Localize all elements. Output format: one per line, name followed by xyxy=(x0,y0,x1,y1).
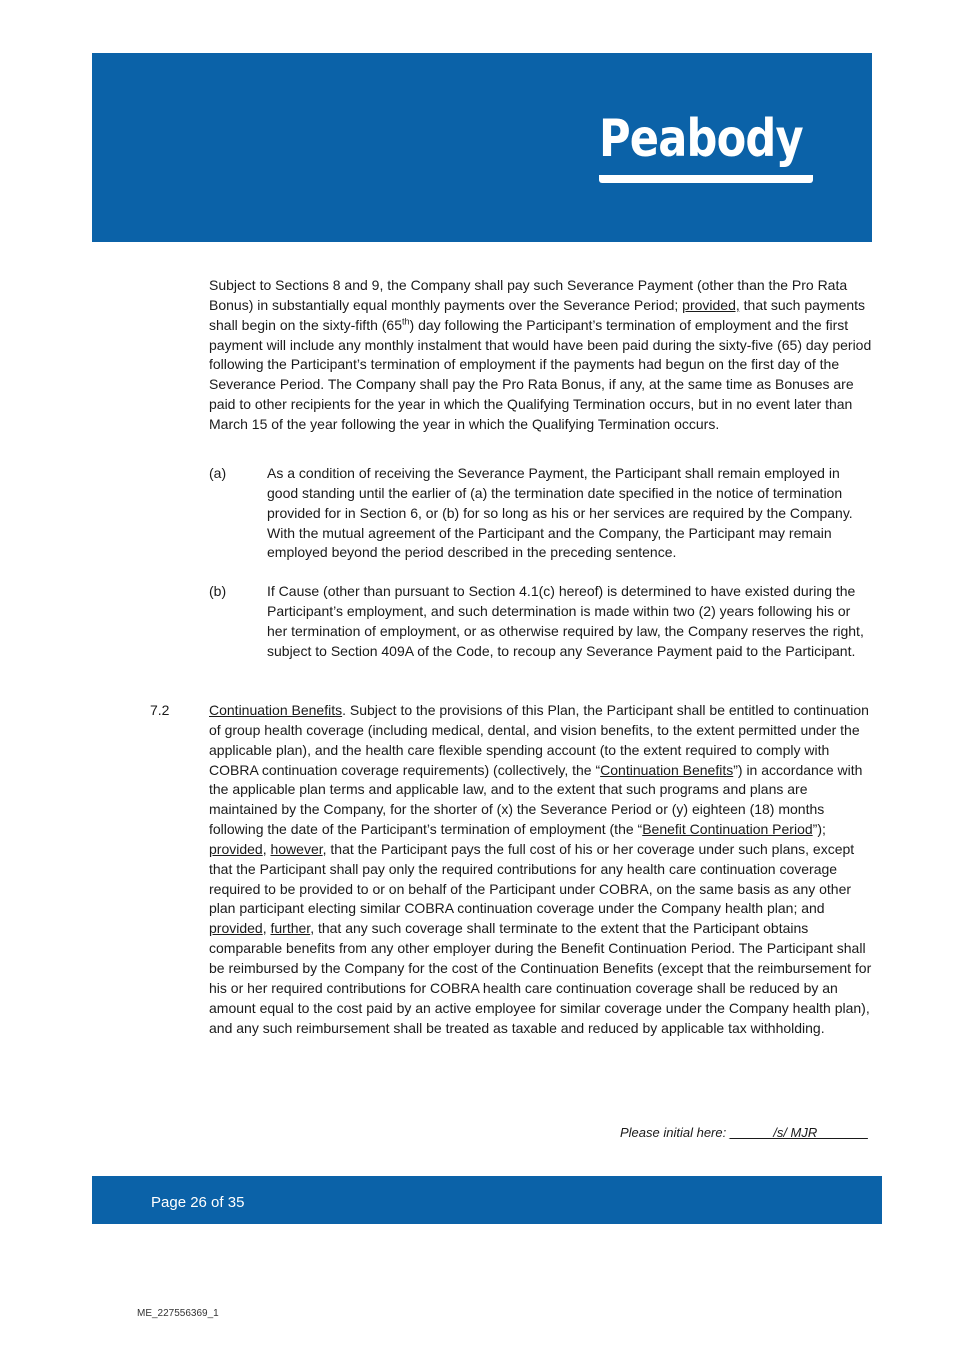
item-a-label: (a) xyxy=(209,465,227,481)
initial-signature: ______/s/ MJR_______ xyxy=(729,1125,868,1140)
section-number: 7.2 xyxy=(150,702,170,718)
logo-text: Peabody xyxy=(599,109,803,169)
document-id: ME_227556369_1 xyxy=(137,1308,219,1319)
section-title: Continuation Benefits xyxy=(209,702,343,718)
item-a-text: As a condition of receiving the Severance Payment, the Participant shall remain employed in good standing until the earlier of (a) the termination date specified in the notice of termination provided for in Section 6, or (b) for so long as his or her services are required by the Company. With the mutual agreement of the Participant and the Company, the Participant may remain employed beyond the period described in the preceding sentence. xyxy=(267,465,853,561)
footer-banner xyxy=(92,1176,882,1224)
intro-paragraph: Subject to Sections 8 and 9, the Company shall pay such Severance Payment (other than the Pro Rata Bonus) in substantially equal monthly payments over the Severance Period; provided, that such payments shall begin on the sixty-fifth (65th) day following the Participant’s termination of employment and the first payment will include any monthly instalment that would have been paid during the sixty-five (65) day period following the Participant’s termination of employment if the payments had begun on the first day of the Severance Period. The Company shall pay the Pro Rata Bonus, if any, at the same time as Bonuses are paid to other recipients for the year in which the Qualifying Termination occurs, but in no event later than March 15 of the year following the year in which the Qualifying Termination occurs. xyxy=(209,277,872,432)
page-number: Page 26 of 35 xyxy=(151,1194,245,1211)
section-7-2-paragraph: Continuation Benefits. Subject to the provisions of this Plan, the Participant shall be entitled to continuation of group health coverage (including medical, dental, and vision benefits, to the extent permitted under the applicable plan), and the health care flexible spending account (to the extent required to comply with COBRA continuation coverage requirements) (collectively, the “Continuation Benefits”) in accordance with the applicable plan terms and applicable law, and to the extent that such programs and plans are maintained by the Company, for the shorter of (x) the Severance Period or (y) eighteen (18) months following the date of the Participant’s termination of employment (the “Benefit Continuation Period”); provided, however, that the Participant pays the full cost of his or her coverage under such plans, except that the Participant shall pay only the required contributions for any health care continuation coverage required to be provided to or on behalf of the Participant under COBRA, on the same basis as any other plan participant electing similar COBRA continuation coverage under the Company health plan; and provided, further, that any such coverage shall terminate to the extent that the Participant obtains comparable benefits from any other employer during the Benefit Continuation Period. The Participant shall be reimbursed by the Company for the cost of the Continuation Benefits (except that the reimbursement for his or her required contributions for COBRA health care continuation coverage shall be reduced by an amount equal to the cost paid by an active employee for similar coverage under the Company health plan), and any such reimbursement shall be treated as taxable and reduced by applicable tax withholding. xyxy=(209,702,872,1036)
item-b-label: (b) xyxy=(209,583,227,599)
peabody-logo xyxy=(599,109,815,185)
logo-underline-bar xyxy=(599,175,813,183)
provided-term: provided, xyxy=(682,296,740,313)
item-b-text: If Cause (other than pursuant to Section 4.1(c) hereof) is determined to have existed during the Participant’s employment, and such determination is made within two (2) years following his or her termination of employment, or as otherwise required by law, the Company reserves the right, subject to Section 409A of the Code, to recoup any Severance Payment paid to the Participant. xyxy=(267,583,864,659)
initial-line: Please initial here: ______/s/ MJR_______ xyxy=(620,1125,868,1140)
